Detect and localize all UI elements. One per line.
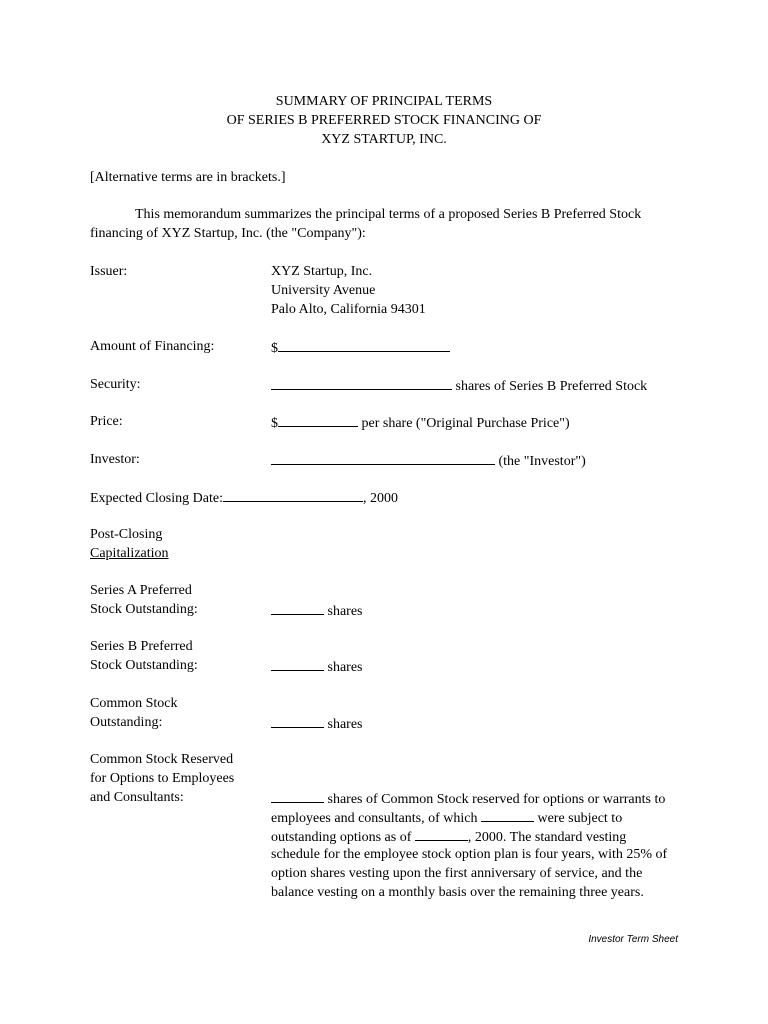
common-blank: [271, 713, 324, 728]
security-field: [271, 375, 647, 396]
common-label-2: Outstanding:: [90, 715, 163, 730]
series-b-blank: [271, 656, 324, 671]
reserved-text-3: [271, 826, 626, 847]
dollar-sign: $: [271, 341, 278, 356]
security-label: Security:: [90, 377, 141, 392]
closing-date-field: [90, 487, 398, 508]
price-label: Price:: [90, 414, 123, 429]
series-b-field: [271, 656, 363, 677]
reserved-label-2: for Options to Employees: [90, 771, 235, 786]
reserved-text-5: option shares vesting upon the first anniversary of service, and the: [271, 866, 643, 881]
page-footer: Investor Term Sheet: [588, 934, 678, 945]
series-a-label-1: Series A Preferred: [90, 583, 192, 598]
title-line-2: OF SERIES B PREFERRED STOCK FINANCING OF: [226, 113, 542, 128]
common-label-1: Common Stock: [90, 696, 178, 711]
amount-label: Amount of Financing:: [90, 339, 215, 354]
reserved-text-6: balance vesting on a monthly basis over the remaining three years.: [271, 885, 644, 900]
closing-date-label: Expected Closing Date:: [90, 491, 223, 506]
series-a-label-2: Stock Outstanding:: [90, 602, 198, 617]
reserved-text-3a: outstanding options as of: [271, 830, 412, 845]
reserved-label-1: Common Stock Reserved: [90, 752, 234, 767]
investor-field: [271, 450, 586, 471]
series-a-field: [271, 600, 363, 621]
reserved-date-blank: [415, 826, 468, 841]
intro-line-2: financing of XYZ Startup, Inc. (the "Company"):: [90, 226, 366, 241]
amount-blank: [278, 337, 450, 352]
issuer-name: XYZ Startup, Inc.: [271, 264, 373, 279]
series-b-suffix: shares: [327, 660, 363, 675]
security-blank: [271, 375, 452, 390]
capitalization-heading: Capitalization: [90, 546, 169, 561]
series-a-blank: [271, 600, 324, 615]
reserved-shares-blank: [271, 788, 324, 803]
series-b-label-1: Series B Preferred: [90, 639, 193, 654]
security-suffix: shares of Series B Preferred Stock: [455, 379, 648, 394]
closing-date-blank: [223, 487, 363, 502]
reserved-text-4: schedule for the employee stock option plan is four years, with 25% of: [271, 847, 668, 862]
common-field: [271, 713, 363, 734]
investor-blank: [271, 450, 495, 465]
reserved-text-2a: employees and consultants, of which: [271, 811, 478, 826]
issuer-street: University Avenue: [271, 283, 376, 298]
series-a-suffix: shares: [327, 604, 363, 619]
reserved-text-1-content: shares of Common Stock reserved for options or warrants to: [327, 792, 666, 807]
investor-suffix: (the "Investor"): [498, 454, 586, 469]
price-blank: [278, 412, 358, 427]
reserved-label-3: and Consultants:: [90, 790, 184, 805]
intro-line-1: This memorandum summarizes the principal terms of a proposed Series B Preferred Stock: [135, 207, 642, 222]
reserved-options-blank: [481, 807, 534, 822]
alternative-terms-note: [Alternative terms are in brackets.]: [90, 170, 286, 185]
price-field: [271, 412, 570, 433]
post-closing-label: Post-Closing: [90, 527, 163, 542]
series-b-label-2: Stock Outstanding:: [90, 658, 198, 673]
issuer-city: Palo Alto, California 94301: [271, 302, 426, 317]
price-suffix: per share ("Original Purchase Price"): [361, 416, 570, 431]
issuer-label: Issuer:: [90, 264, 128, 279]
dollar-sign: $: [271, 416, 278, 431]
closing-date-year: , 2000: [362, 491, 398, 506]
common-suffix: shares: [327, 717, 363, 732]
reserved-text-3b: , 2000. The standard vesting: [467, 830, 627, 845]
reserved-text-2: [271, 807, 622, 828]
investor-label: Investor:: [90, 452, 140, 467]
title-line-3: XYZ STARTUP, INC.: [321, 132, 447, 147]
amount-field: [271, 337, 450, 358]
reserved-text-1: [271, 788, 665, 809]
reserved-text-2b: were subject to: [537, 811, 623, 826]
title-line-1: SUMMARY OF PRINCIPAL TERMS: [275, 94, 493, 109]
